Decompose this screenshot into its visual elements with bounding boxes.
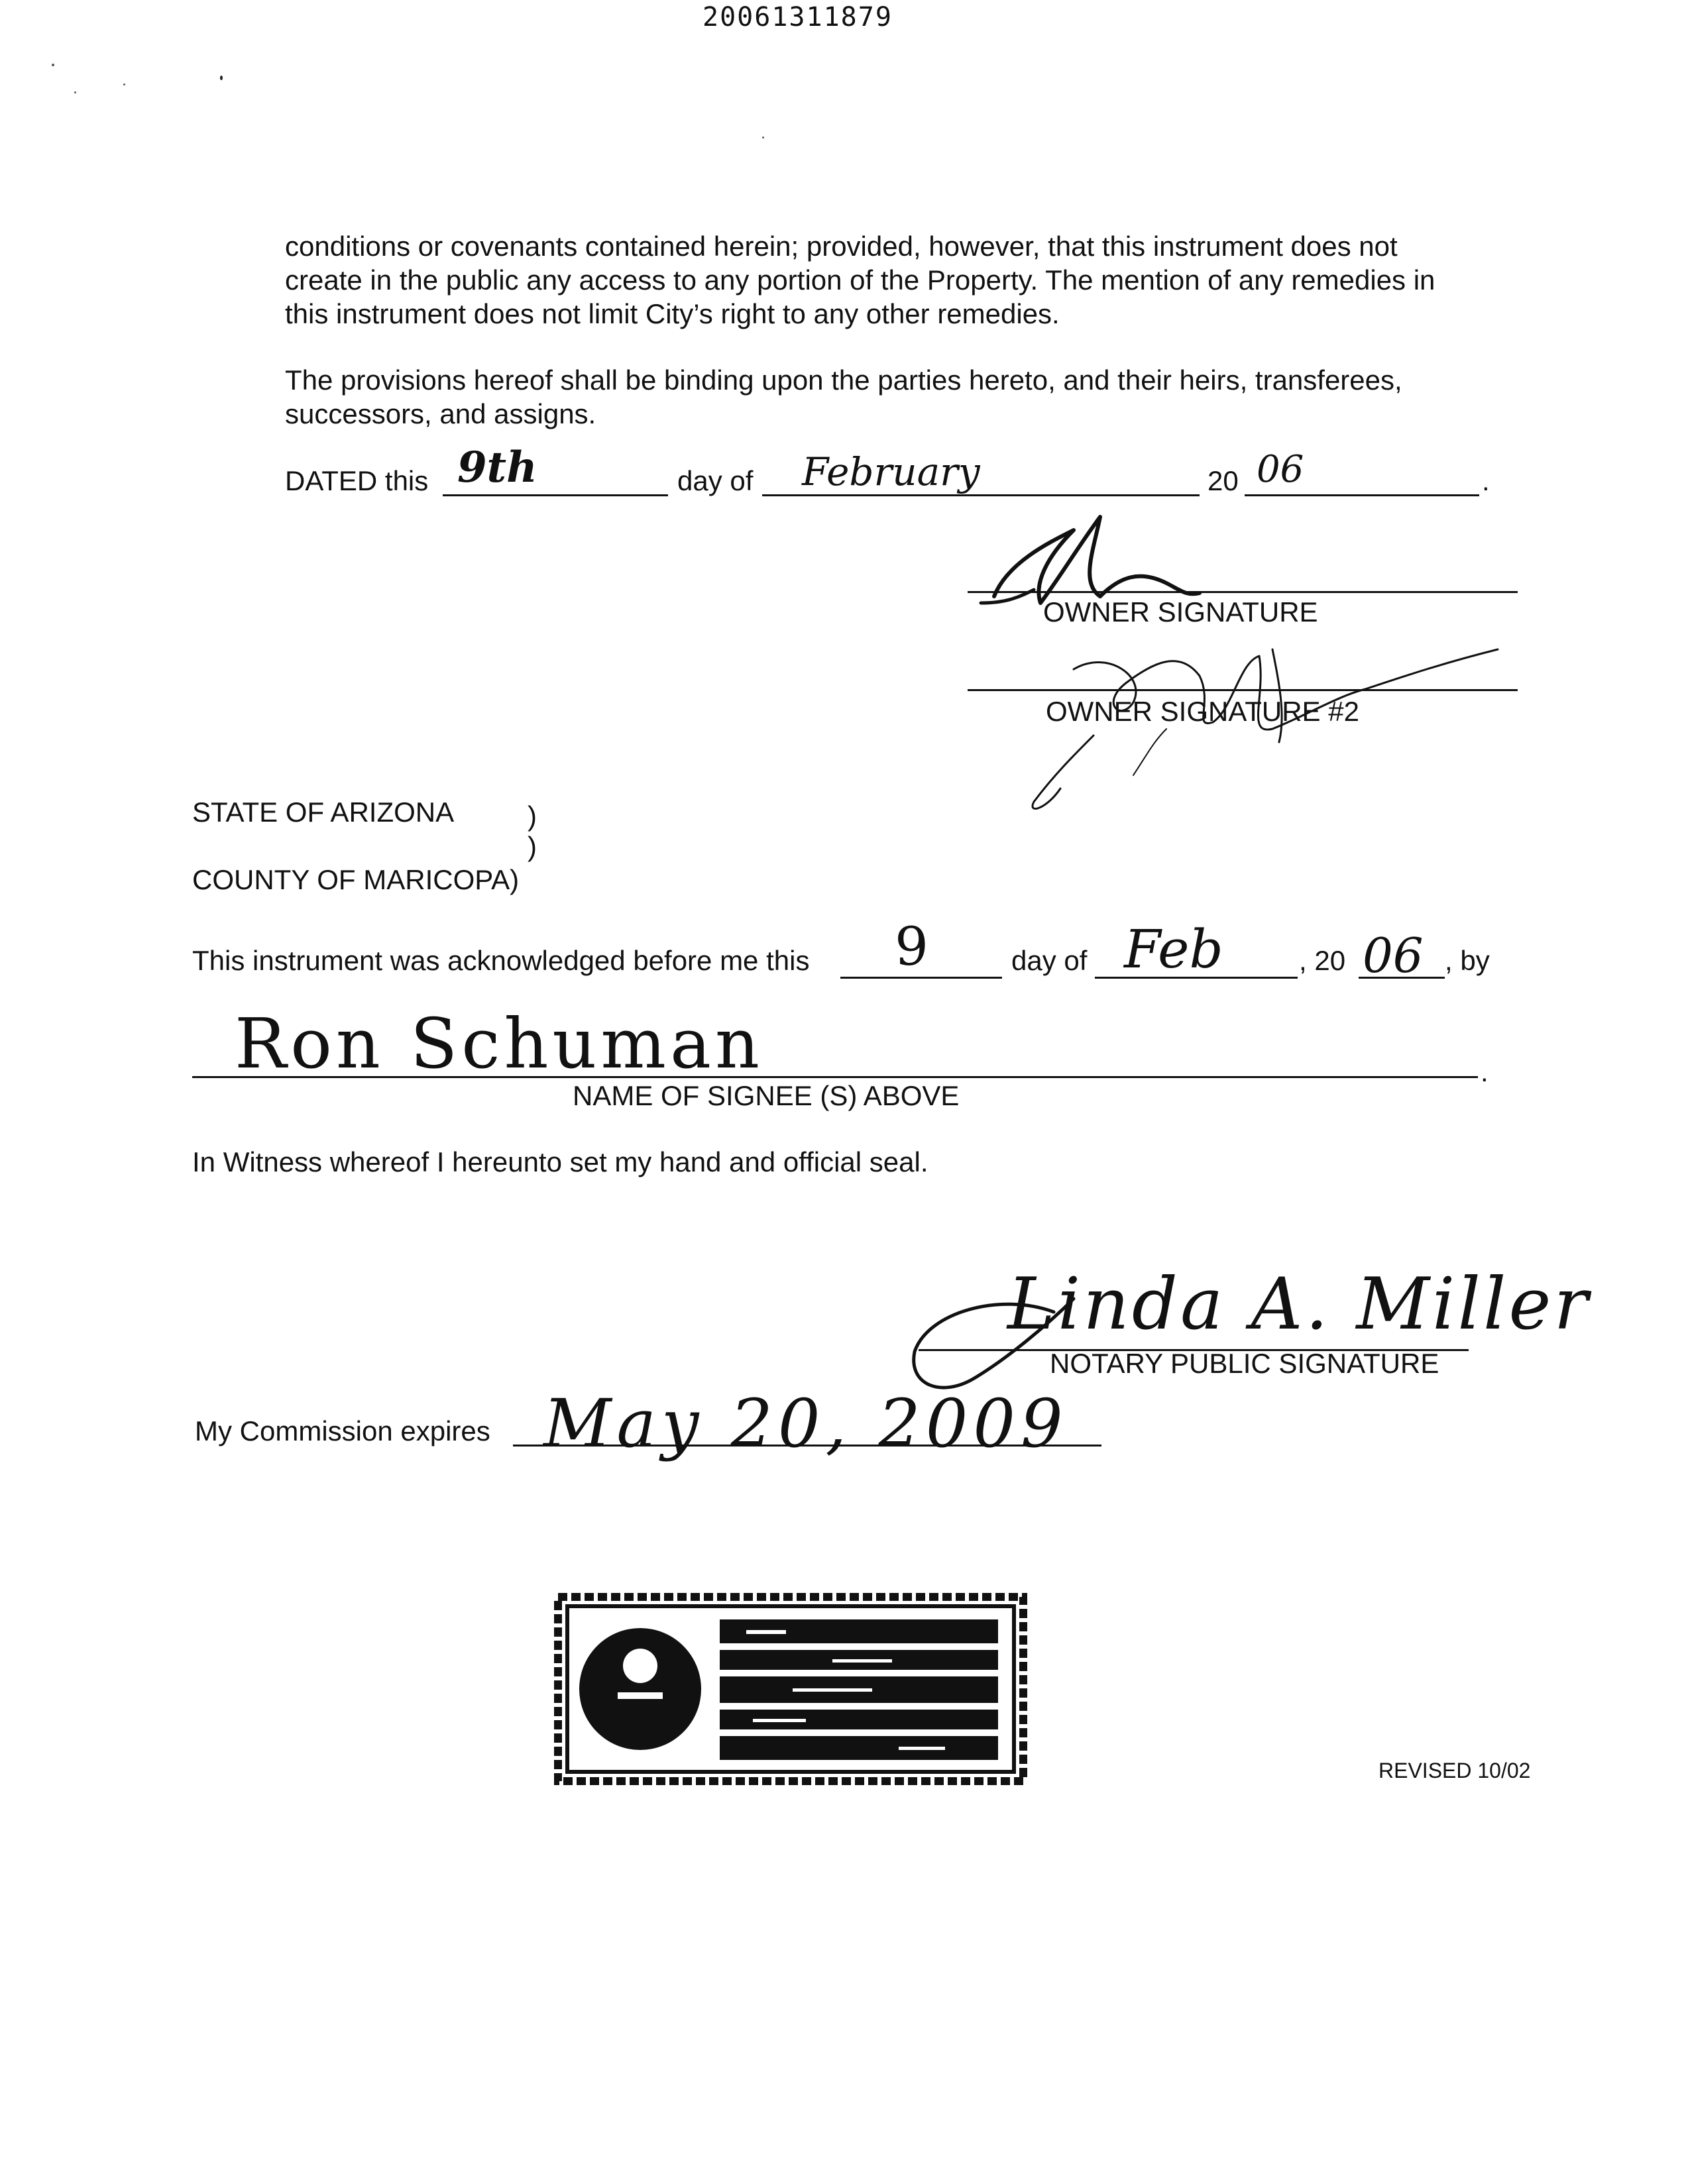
paragraph-line: create in the public any access to any portion of the Property. The mention of any remedies in: [285, 264, 1435, 296]
acknowledgment-day-of-label: day of: [1011, 945, 1088, 976]
paragraph-line: this instrument does not limit City’s right to any other remedies.: [285, 298, 1060, 329]
scan-speck: [74, 91, 76, 93]
county-label: COUNTY OF MARICOPA): [192, 864, 520, 895]
signee-label: NAME OF SIGNEE (S) ABOVE: [573, 1080, 960, 1111]
paragraph-line: successors, and assigns.: [285, 398, 596, 429]
acknowledgment-month-handwritten: Feb: [1124, 918, 1223, 980]
commission-label: My Commission expires: [195, 1415, 490, 1447]
paragraph-line: The provisions hereof shall be binding upon the parties hereto, and their heirs, transferees,: [285, 364, 1402, 396]
commission-date-handwritten: May 20, 2009: [543, 1385, 1068, 1462]
dated-period: .: [1482, 465, 1490, 496]
dated-label: DATED this: [285, 465, 429, 496]
acknowledgment-suffix: , by: [1445, 945, 1490, 976]
state-paren: ): [528, 800, 537, 832]
owner-signature-2-label: OWNER SIGNATURE #2: [1046, 696, 1359, 727]
scan-speck: [52, 64, 54, 66]
acknowledgment-prefix: This instrument was acknowledged before me this: [192, 945, 810, 976]
dated-month-handwritten: February: [802, 449, 980, 494]
scan-speck: [123, 83, 125, 85]
dated-year-prefix: 20: [1208, 465, 1239, 496]
state-label: STATE OF ARIZONA: [192, 796, 455, 828]
notary-label: NOTARY PUBLIC SIGNATURE: [1050, 1348, 1439, 1379]
signee-period: .: [1481, 1056, 1489, 1087]
dated-year-handwritten: 06: [1257, 448, 1304, 491]
owner-signature-1-line: [968, 591, 1518, 593]
revised-note: REVISED 10/02: [1378, 1759, 1531, 1782]
middle-paren: ): [528, 831, 537, 862]
dated-day-line: [443, 494, 668, 496]
scan-speck: [762, 136, 764, 138]
dated-year-line: [1245, 494, 1479, 496]
owner-signature-2-line: [968, 689, 1518, 691]
acknowledgment-year-handwritten: 06: [1363, 928, 1424, 983]
paragraph-line: conditions or covenants contained herein; provided, however, that this instrument does not: [285, 231, 1398, 262]
scan-speck: [220, 76, 223, 80]
dated-day-handwritten: 9th: [457, 443, 537, 492]
acknowledgment-year-prefix: , 20: [1299, 945, 1346, 976]
notary-signature-handwritten: Linda A. Miller: [1007, 1263, 1591, 1346]
signee-name-handwritten: Ron Schuman: [235, 1003, 764, 1084]
dated-day-of-label: day of: [677, 465, 754, 496]
owner-signature-1-label: OWNER SIGNATURE: [1043, 596, 1318, 628]
dated-month-line: [762, 494, 1200, 496]
document-number: 20061311879: [702, 2, 893, 32]
acknowledgment-day-handwritten: 9: [895, 916, 928, 977]
witness-text: In Witness whereof I hereunto set my hand and official seal.: [192, 1146, 928, 1177]
signee-name-line: [192, 1076, 1478, 1078]
notary-seal-stamp: [554, 1593, 1027, 1785]
